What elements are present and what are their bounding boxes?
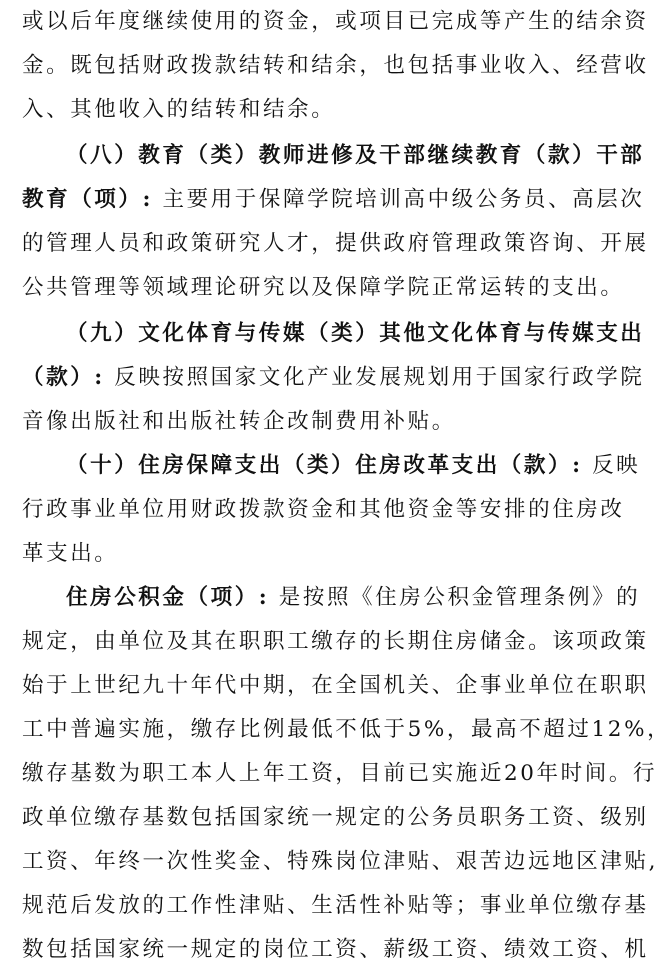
text-run: 或以后年度继续使用的资金，或项目已完成等产生的结余资 [22, 9, 649, 34]
text-line [22, 664, 649, 708]
text-line [22, 532, 118, 576]
heading-text: （款）: [22, 365, 105, 390]
text-run: 金。既包括财政拨款结转和结余，也包括事业收入、经营收 [22, 53, 649, 78]
text-line [22, 400, 456, 444]
text-line [22, 884, 649, 928]
section-heading-10 [66, 444, 640, 488]
text-run: 政单位缴存基数包括国家统一规定的公务员职务工资、级别 [22, 805, 649, 830]
heading-text: （九）文化体育与传媒（类）其他文化体育与传媒支出 [66, 321, 645, 346]
heading-text: （十）住房保障支出（类）住房改革支出（款）: [66, 453, 583, 478]
text-run: 反映 [582, 453, 641, 478]
text-run: 规范后发放的工作性津贴、生活性补贴等；事业单位缴存基 [22, 893, 649, 918]
text-line [22, 222, 649, 266]
text-line [22, 266, 625, 310]
text-run: 始于上世纪九十年代中期，在全国机关、企事业单位在职职 [22, 673, 649, 698]
text-run: 数包括国家统一规定的岗位工资、薪级工资、绩效工资、机 [22, 937, 649, 962]
text-line [22, 0, 649, 44]
text-run: 规定，由单位及其在职职工缴存的长期住房储金。该项政策 [22, 629, 649, 654]
text-run: 的管理人员和政策研究人才，提供政府管理政策咨询、开展 [22, 231, 649, 256]
text-run: 音像出版社和出版社转企改制费用补贴。 [22, 409, 456, 434]
heading-text: （八）教育（类）教师进修及干部继续教育（款）干部 [66, 143, 645, 168]
text-line [22, 178, 644, 222]
text-line [22, 488, 625, 532]
heading-text: 教育（项）: [22, 187, 154, 212]
text-line [22, 44, 649, 88]
text-run: 反映按照国家文化产业发展规划用于国家行政学院 [104, 365, 645, 390]
text-line [22, 928, 649, 972]
text-run: 缴存基数为职工本人上年工资，目前已实施近20年时间。行 [22, 761, 658, 786]
text-run: 行政事业单位用财政拨款资金和其他资金等安排的住房改 [22, 497, 625, 522]
text-run: 是按照《住房公积金管理条例》的 [269, 585, 641, 610]
text-line [22, 708, 671, 752]
heading-text: 住房公积金（项）: [66, 585, 270, 610]
text-line [22, 752, 657, 796]
text-run: 公共管理等领域理论研究以及保障学院正常运转的支出。 [22, 275, 625, 300]
subsection-heading [66, 576, 640, 620]
section-heading-9 [66, 312, 644, 356]
section-heading-8 [66, 134, 644, 178]
text-run: 革支出。 [22, 541, 119, 566]
text-line [22, 796, 649, 840]
text-run: 工中普遍实施，缴存比例最低不低于5%，最高不超过12%， [22, 717, 671, 742]
text-run: 主要用于保障学院培训高中级公务员、高层次 [153, 187, 645, 212]
text-line [22, 840, 658, 884]
text-run: 入、其他收入的结转和结余。 [22, 97, 336, 122]
text-line [22, 88, 335, 132]
text-line [22, 620, 649, 664]
text-line [22, 356, 644, 400]
text-run: 工资、年终一次性奖金、特殊岗位津贴、艰苦边远地区津贴, [22, 849, 659, 874]
